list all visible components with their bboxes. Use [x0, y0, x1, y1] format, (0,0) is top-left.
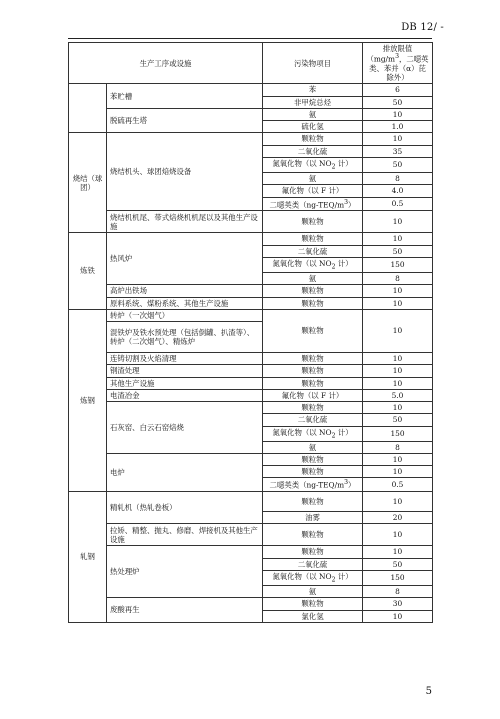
process-cell: 电炉 [107, 453, 263, 491]
pollutant-cell: 颗粒物 [263, 524, 363, 546]
process-cell: 拉矫、精整、抛丸、修磨、焊接机及其他生产设施 [107, 524, 263, 546]
process-cell: 连铸切割及火焰清理 [107, 353, 263, 365]
table-row [69, 211, 433, 233]
limit-cell: 50 [363, 157, 433, 172]
process-cell: 苯贮槽 [107, 84, 263, 109]
table-row [69, 133, 433, 145]
header-rule [68, 38, 432, 39]
limit-cell: 0.5 [363, 478, 433, 492]
process-cell: 石灰窑、白云石窑焙烧 [107, 402, 263, 454]
table-row [69, 353, 433, 365]
limit-cell: 10 [363, 466, 433, 478]
category-cell: 炼铁 [69, 233, 107, 309]
pollutant-cell: 颗粒物 [263, 353, 363, 365]
limit-cell: 0.5 [363, 197, 433, 211]
process-cell: 精轧机（热轧卷板） [107, 492, 263, 524]
limit-cell: 150 [363, 426, 433, 441]
pollutant-cell: 颗粒物 [263, 365, 363, 377]
limit-cell: 50 [363, 245, 433, 257]
pollutant-cell: 颗粒物 [263, 453, 363, 465]
table-row [69, 233, 433, 245]
table-row [69, 524, 433, 546]
limit-cell: 50 [363, 558, 433, 570]
table-row [69, 377, 433, 389]
pollutant-cell: 氨 [263, 173, 363, 185]
table-row [69, 285, 433, 297]
limit-cell: 50 [363, 96, 433, 108]
limit-cell: 10 [363, 492, 433, 512]
limit-cell: 10 [363, 610, 433, 622]
pollutant-cell: 颗粒物 [263, 402, 363, 414]
pollutant-cell: 氨 [263, 108, 363, 120]
table-row [69, 453, 433, 465]
pollutant-cell: 二噁英类$(ng-TEQ/m^3)$ [263, 478, 363, 492]
pollutant-cell: 非甲烷总烃 [263, 96, 363, 108]
limit-cell: 5.0 [363, 389, 433, 401]
table-row [69, 309, 433, 321]
category-cell: 炼钢 [69, 309, 107, 491]
limit-cell: 8 [363, 273, 433, 285]
pollutant-cell: 氨 [263, 441, 363, 453]
limit-cell: 10 [363, 309, 433, 352]
table-header-row [69, 43, 433, 84]
limit-cell: 10 [363, 297, 433, 309]
header-process: 生产工序或设施 [69, 43, 263, 84]
process-cell: 脱硫再生塔 [107, 108, 263, 133]
table-row [69, 402, 433, 414]
pollutant-cell: 颗粒物 [263, 598, 363, 610]
pollutant-cell: 二氧化硫 [263, 245, 363, 257]
pollutant-cell: 颗粒物 [263, 133, 363, 145]
pollutant-cell: 氮氧化物（以 $NO_2$ 计） [263, 157, 363, 172]
table-row [69, 389, 433, 401]
process-cell: 钢渣处理 [107, 365, 263, 377]
category-cell [69, 84, 107, 133]
limit-cell: 35 [363, 145, 433, 157]
process-cell: 转炉（一次烟气） [107, 309, 263, 321]
limit-cell: 10 [363, 546, 433, 558]
limit-cell: 10 [363, 453, 433, 465]
limit-cell: 150 [363, 570, 433, 585]
process-cell: 烧结机头、球团焙烧设备 [107, 133, 263, 211]
table-row [69, 84, 433, 96]
pollutant-cell: 二氧化硫 [263, 414, 363, 426]
category-cell: 烧结（球团） [69, 133, 107, 233]
pollutant-cell: 颗粒物 [263, 297, 363, 309]
pollutant-cell: 氮氧化物（以 $NO_2$ 计） [263, 570, 363, 585]
pollutant-cell: 颗粒物 [263, 285, 363, 297]
process-cell: 烧结机机尾、带式焙烧机机尾以及其他生产设施 [107, 211, 263, 233]
pollutant-cell: 颗粒物 [263, 211, 363, 233]
process-cell: 热风炉 [107, 233, 263, 285]
limit-cell: 20 [363, 512, 433, 524]
pollutant-cell: 颗粒物 [263, 492, 363, 512]
process-cell: 电渣冶金 [107, 389, 263, 401]
category-cell: 轧钢 [69, 492, 107, 623]
limit-cell: 10 [363, 353, 433, 365]
pollutant-cell: 颗粒物 [263, 233, 363, 245]
pollutant-cell: 氯化氢 [263, 610, 363, 622]
table-row [69, 492, 433, 512]
limit-cell: 1.0 [363, 121, 433, 133]
pollutant-cell: 氟化物（以 F 计） [263, 185, 363, 197]
limit-cell: 8 [363, 586, 433, 598]
limit-cell: 10 [363, 377, 433, 389]
limit-cell: 150 [363, 257, 433, 272]
emission-limits-table [68, 42, 433, 623]
pollutant-cell: 氮氧化物（以 $NO_2$ 计） [263, 257, 363, 272]
pollutant-cell: 二氧化硫 [263, 558, 363, 570]
limit-cell: 10 [363, 285, 433, 297]
process-cell: 其他生产设施 [107, 377, 263, 389]
pollutant-cell: 颗粒物 [263, 546, 363, 558]
header-limit: 排放限值（$mg/m^3$，二噁英类、苯并（α）芘除外） [363, 43, 433, 84]
pollutant-cell: 颗粒物 [263, 309, 363, 352]
pollutant-cell: 二噁英类$(ng-TEQ/m^3)$ [263, 197, 363, 211]
table-row [69, 297, 433, 309]
pollutant-cell: 苯 [263, 84, 363, 96]
limit-cell: 4.0 [363, 185, 433, 197]
pollutant-cell: 油雾 [263, 512, 363, 524]
header-pollutant: 污染物项目 [263, 43, 363, 84]
pollutant-cell: 颗粒物 [263, 466, 363, 478]
limit-cell: 6 [363, 84, 433, 96]
process-cell: 混铁炉及铁水预处理（包括倒罐、扒渣等）、转炉（二次烟气）、精炼炉 [107, 322, 263, 353]
limit-cell: 8 [363, 173, 433, 185]
table-row [69, 546, 433, 558]
table-row [69, 598, 433, 610]
page-number: 5 [425, 686, 432, 697]
limit-cell: 10 [363, 108, 433, 120]
limit-cell: 10 [363, 402, 433, 414]
table-row [69, 108, 433, 120]
limit-cell: 10 [363, 524, 433, 546]
limit-cell: 10 [363, 365, 433, 377]
limit-cell: 8 [363, 441, 433, 453]
limit-cell: 30 [363, 598, 433, 610]
limit-cell: 10 [363, 233, 433, 245]
pollutant-cell: 氨 [263, 586, 363, 598]
pollutant-cell: 氨 [263, 273, 363, 285]
pollutant-cell: 氟化物（以 F 计） [263, 389, 363, 401]
table-row [69, 365, 433, 377]
limit-cell: 10 [363, 211, 433, 233]
pollutant-cell: 颗粒物 [263, 377, 363, 389]
pollutant-cell: 氮氧化物（以 $NO_2$ 计） [263, 426, 363, 441]
process-cell: 原料系统、煤粉系统、其他生产设施 [107, 297, 263, 309]
pollutant-cell: 硫化氢 [263, 121, 363, 133]
document-code: DB 12/ - [401, 22, 444, 33]
pollutant-cell: 二氧化硫 [263, 145, 363, 157]
process-cell: 废酸再生 [107, 598, 263, 623]
limit-cell: 50 [363, 414, 433, 426]
process-cell: 高炉出铁场 [107, 285, 263, 297]
process-cell: 热处理炉 [107, 546, 263, 598]
limit-cell: 10 [363, 133, 433, 145]
